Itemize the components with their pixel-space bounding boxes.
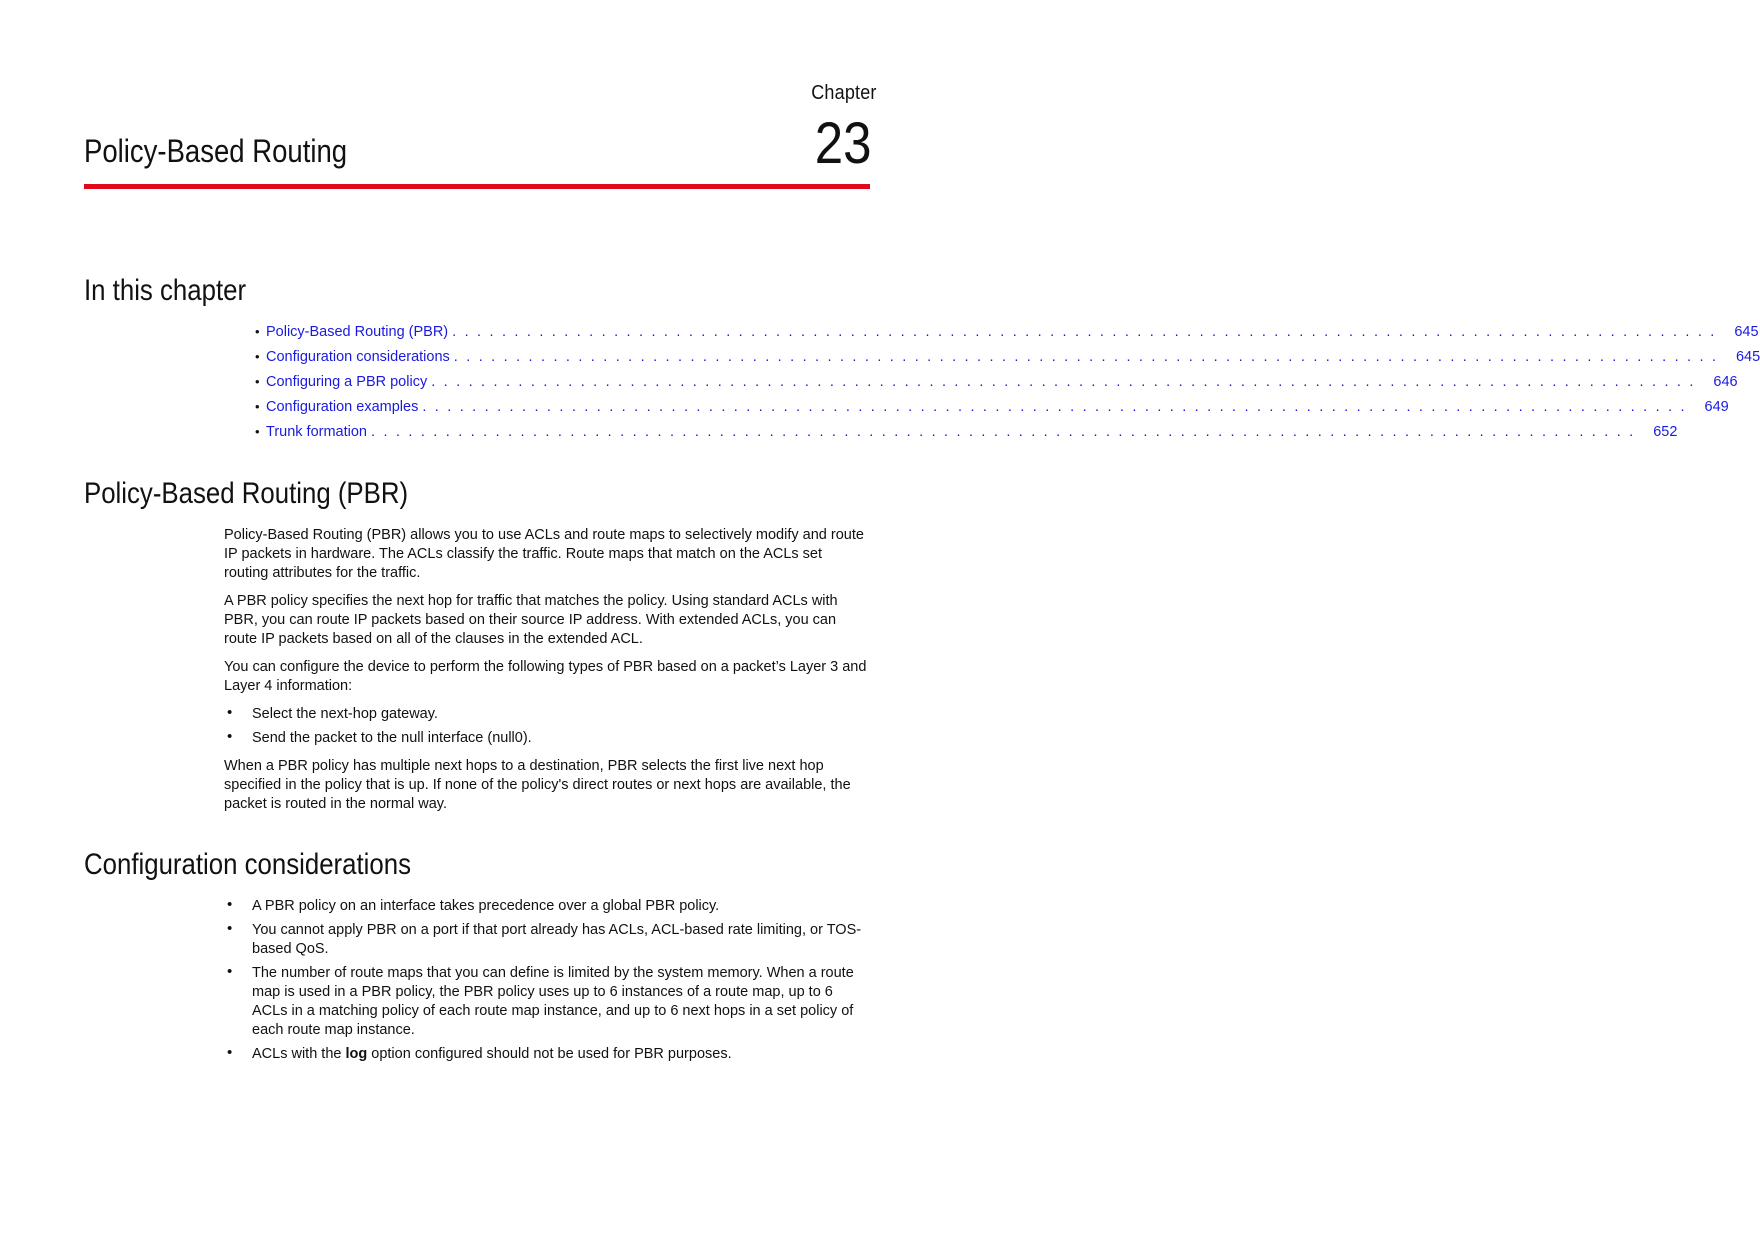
list-item xyxy=(224,897,870,916)
list-item xyxy=(224,921,870,959)
list-item-text-before: ACLs with the xyxy=(252,1046,346,1062)
toc-leader-dots: . . . . . . . . . . . . . . . . . . . . . . . . . . . . . . . . . . . . . . . . . . . . . . . . . . . . . . . . . . . . . . . . . . . . . . . . . . . . . . . . . . . . . . . . . . . . . . . . . . . . . . xyxy=(453,349,1719,365)
config-section-heading: Configuration considerations xyxy=(84,848,412,881)
toc-entry xyxy=(255,321,1759,346)
config-considerations-list xyxy=(224,897,870,1064)
toc-entry-label: Configuring a PBR policy xyxy=(266,374,428,390)
toc-leader-dots: . . . . . . . . . . . . . . . . . . . . . . . . . . . . . . . . . . . . . . . . . . . . . . . . . . . . . . . . . . . . . . . . . . . . . . . . . . . . . . . . . . . . . . . . . . . . . . . . . . . . . . xyxy=(371,424,1636,440)
pbr-paragraph-1: Policy-Based Routing (PBR) allows you to use ACLs and route maps to selectively modify and route IP packets in hardware. The ACLs classify the traffic. Route maps that match on the ACLs set routing attributes for the traffic. xyxy=(224,527,864,581)
pbr-section-body xyxy=(224,526,870,823)
in-this-chapter-heading: In this chapter xyxy=(84,274,247,307)
bullet-icon: • xyxy=(227,920,233,937)
toc-leader-dots: . . . . . . . . . . . . . . . . . . . . . . . . . . . . . . . . . . . . . . . . . . . . . . . . . . . . . . . . . . . . . . . . . . . . . . . . . . . . . . . . . . . . . . . . . . . . . . . . . . . . . . xyxy=(422,399,1687,415)
toc-entry-label: Trunk formation xyxy=(266,424,367,440)
toc-entry-page: 645 xyxy=(1734,324,1759,340)
toc-entry xyxy=(255,371,1738,396)
pbr-paragraph-3: You can configure the device to perform the following types of PBR based on a packet’s Layer 3 and Layer 4 information: xyxy=(224,659,867,694)
toc-entry-label: Configuration examples xyxy=(266,399,419,415)
log-keyword: log xyxy=(345,1046,368,1062)
pbr-section-heading: Policy-Based Routing (PBR) xyxy=(84,477,409,510)
list-item xyxy=(224,705,870,724)
bullet-icon: • xyxy=(227,728,233,745)
toc-link-trunk-formation[interactable] xyxy=(266,421,1678,443)
config-section-body xyxy=(224,897,870,1073)
bullet-icon: • xyxy=(255,424,260,439)
list-item-text: The number of route maps that you can define is limited by the system memory. When a route map is used in a PBR policy, the PBR policy uses up to 6 instances of a route map, up to 6 ACLs in a matching policy of each route map instance, and up to 6 next hops in a set policy of each route map instance. xyxy=(252,965,854,1038)
bullet-icon: • xyxy=(255,399,260,414)
pbr-paragraph-2: A PBR policy specifies the next hop for traffic that matches the policy. Using standard ACLs with PBR, you can route IP packets based on their source IP address. With extended ACLs, you can route IP packets based on all of the clauses in the extended ACL. xyxy=(224,593,838,647)
list-item-text: Select the next-hop gateway. xyxy=(252,706,438,722)
toc-link-pbr[interactable] xyxy=(266,321,1759,343)
chapter-title: Policy-Based Routing xyxy=(84,133,348,169)
bullet-icon: • xyxy=(255,374,260,389)
chapter-label: Chapter xyxy=(811,82,877,104)
toc-link-configuration-considerations[interactable] xyxy=(266,346,1760,368)
toc-entry-label: Policy-Based Routing (PBR) xyxy=(266,324,449,340)
bullet-icon: • xyxy=(227,963,233,980)
bullet-icon: • xyxy=(255,324,260,339)
list-item-text: You cannot apply PBR on a port if that port already has ACLs, ACL-based rate limiting, or TOS-based QoS. xyxy=(252,922,862,957)
list-item xyxy=(224,1045,870,1064)
toc-link-configuring-pbr-policy[interactable] xyxy=(266,371,1738,393)
bullet-icon: • xyxy=(255,349,260,364)
bullet-icon: • xyxy=(227,704,233,721)
toc-entry-label: Configuration considerations xyxy=(266,349,450,365)
list-item-text: A PBR policy on an interface takes precedence over a global PBR policy. xyxy=(252,898,720,914)
toc-entry-page: 652 xyxy=(1653,424,1678,440)
list-item-text-after: option configured should not be used for PBR purposes. xyxy=(367,1046,732,1062)
toc-leader-dots: . . . . . . . . . . . . . . . . . . . . . . . . . . . . . . . . . . . . . . . . . . . . . . . . . . . . . . . . . . . . . . . . . . . . . . . . . . . . . . . . . . . . . . . . . . . . . . . . . . . . . . xyxy=(431,374,1696,390)
toc-entry-page: 645 xyxy=(1735,349,1760,365)
chapter-number: 23 xyxy=(815,111,872,176)
chapter-title-rule xyxy=(84,184,870,189)
toc-leader-dots: . . . . . . . . . . . . . . . . . . . . . . . . . . . . . . . . . . . . . . . . . . . . . . . . . . . . . . . . . . . . . . . . . . . . . . . . . . . . . . . . . . . . . . . . . . . . . . . . . . . . . . xyxy=(452,324,1717,340)
toc-entry xyxy=(255,346,1760,371)
toc-entry xyxy=(255,421,1678,446)
toc-entry xyxy=(255,396,1729,421)
chapter-toc xyxy=(255,321,1760,446)
toc-entry-page: 646 xyxy=(1713,374,1738,390)
list-item-text: Send the packet to the null interface (null0). xyxy=(252,730,532,746)
toc-link-configuration-examples[interactable] xyxy=(266,396,1729,418)
list-item xyxy=(224,964,870,1040)
pbr-type-list xyxy=(224,705,870,748)
bullet-icon: • xyxy=(227,896,233,913)
pbr-paragraph-4: When a PBR policy has multiple next hops to a destination, PBR selects the first live next hop specified in the policy that is up. If none of the policy's direct routes or next hops are available, the packet is routed in the normal way. xyxy=(224,758,851,812)
bullet-icon: • xyxy=(227,1044,233,1061)
list-item xyxy=(224,729,870,748)
toc-entry-page: 649 xyxy=(1704,399,1729,415)
